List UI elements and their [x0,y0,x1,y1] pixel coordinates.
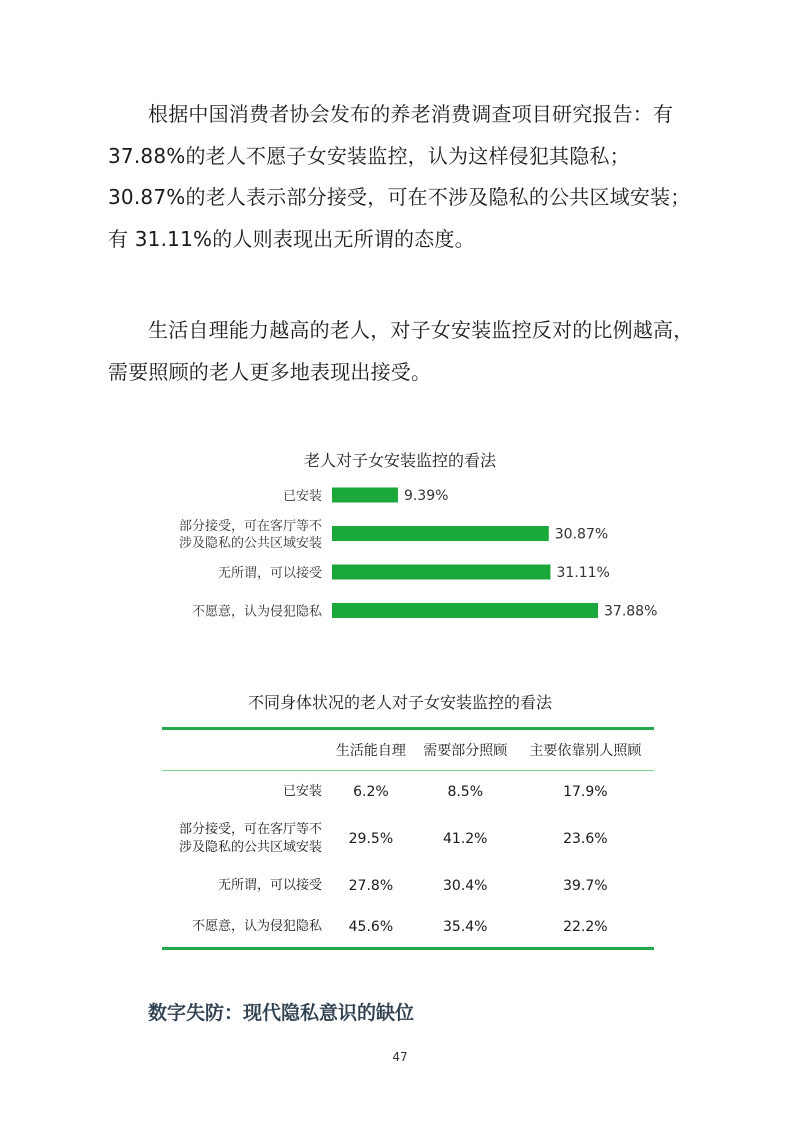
chart-title: 老人对子女安装监控的看法 [303,451,496,470]
table-header-cell: 生活能自理 [335,743,406,759]
table-cell: 45.6% [348,918,394,935]
row-label [162,771,328,813]
category-label: 不愿意，认为侵犯隐私 [191,604,322,620]
bar-value-label: 31.11% [556,565,610,581]
category-label: 部分接受，可在客厅等不 [178,519,322,534]
table-row [162,771,654,813]
table-header-cell: 主要依靠别人照顾 [529,743,642,759]
table-cell: 8.5% [447,783,484,800]
bar [332,526,549,541]
category-label: 已安装 [282,489,322,504]
table-cell: 35.4% [443,918,488,935]
row-label-line: 无所谓，可以接受 [217,877,322,893]
table-row [162,813,654,865]
bar-value-label: 9.39% [403,488,449,504]
row-label-line: 涉及隐私的公共区域安装 [178,839,322,855]
table-header-cell: 需要部分照顾 [423,743,508,759]
table-cell: 23.6% [563,830,608,847]
paragraph-selfcare [108,310,698,393]
table-cell: 39.7% [563,877,608,894]
page-number: 47 [392,1050,408,1064]
table-title: 不同身体状况的老人对子女安装监控的看法 [247,693,552,712]
table-cell: 27.8% [348,877,394,894]
row-label-line: 部分接受，可在客厅等不 [178,821,322,837]
table-cell: 17.9% [563,783,608,800]
comparison-table-wrapper [162,727,654,950]
paragraph-survey [108,94,698,260]
category-label: 无所谓，可以接受 [217,566,322,581]
comparison-table [162,727,654,950]
table-cell: 41.2% [443,830,488,847]
bar-value-label: 37.88% [604,603,658,620]
table-cell: 30.4% [443,877,488,894]
row-label-line: 已安装 [282,783,322,799]
category-label: 涉及隐私的公共区域安装 [178,536,322,551]
paragraph-survey-text: 根据中国消费者协会发布的养老消费调查项目研究报告：有37.88%的老人不愿子女安装监控，认为这样侵犯其隐私；30.87%的老人表示部分接受，可在不涉及隐私的公共区域安装；有 31.11%的人则表现出无所谓的态度。 [108,102,691,251]
bar-value-label: 30.87% [554,526,609,543]
table-cell: 22.2% [563,918,608,935]
table-cell: 6.2% [353,783,389,800]
row-label [162,907,328,949]
bar [332,488,398,503]
table-row [162,907,654,949]
bar-chart [0,475,800,625]
table-header-row [162,729,654,771]
row-label-line: 不愿意，认为侵犯隐私 [191,918,322,934]
row-label [162,865,328,907]
paragraph-selfcare-text: 生活自理能力越高的老人，对子女安装监控反对的比例越高，需要照顾的老人更多地表现出接受。 [108,318,694,384]
row-label [162,813,328,865]
table-cell: 29.5% [348,830,394,847]
bar [332,603,598,618]
table-row [162,865,654,907]
bar [332,565,550,580]
table-header-cell [162,729,328,771]
section-heading: 数字失防：现代隐私意识的缺位 [148,1002,415,1024]
